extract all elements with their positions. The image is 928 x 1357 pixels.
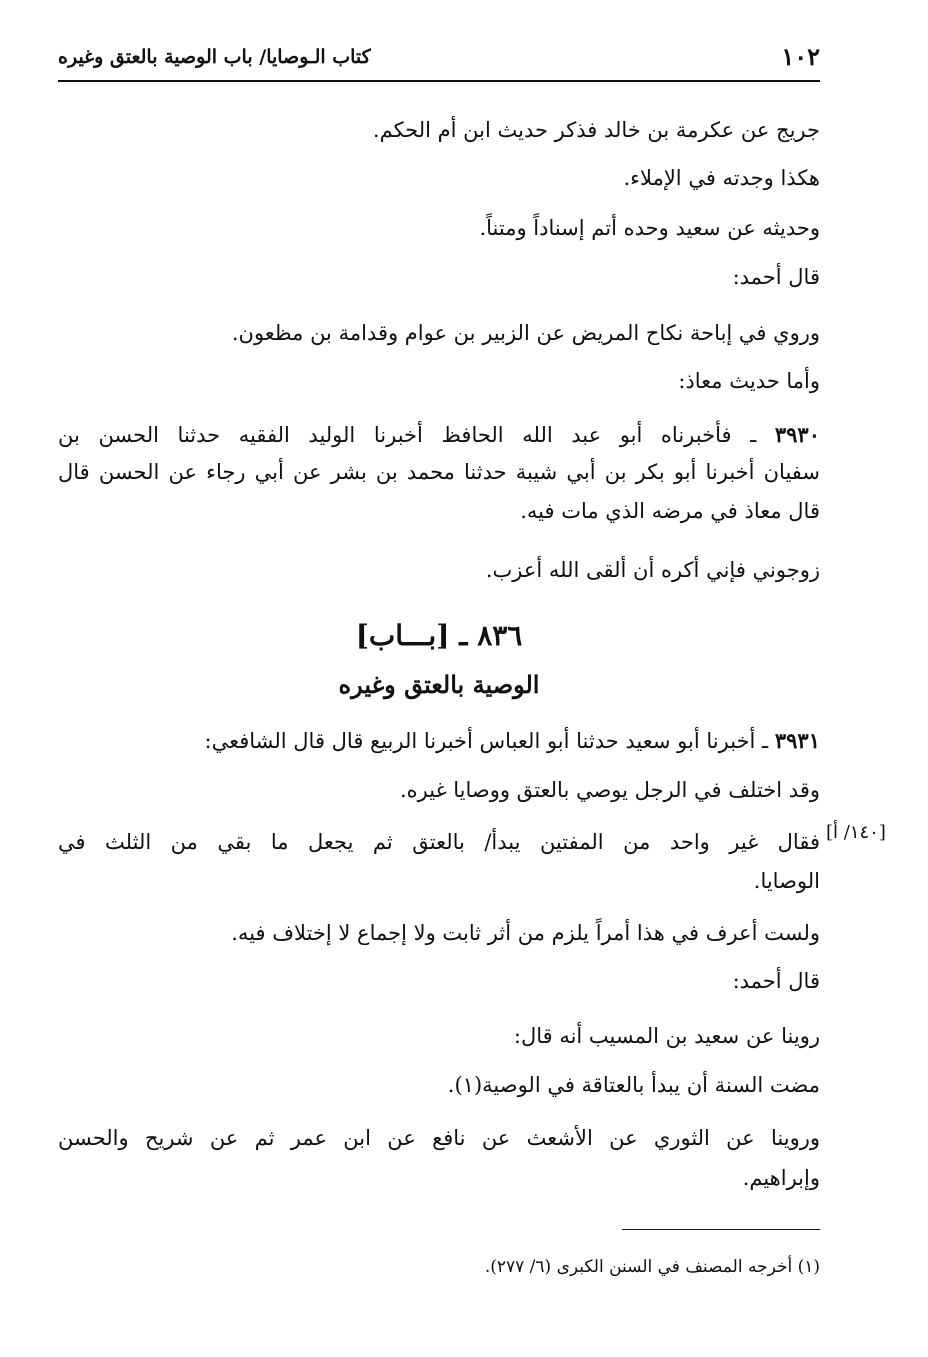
hadith-3930-line: قال معاذ في مرضه الذي مات فيه. (520, 499, 820, 523)
hadith-3930-line (58, 420, 820, 450)
text-line: وروينا عن الثوري عن الأشعث عن نافع عن ابن عمر ثم عن شريح والحسن (58, 1126, 820, 1150)
page-number: ١٠٢ (781, 42, 820, 71)
header-divider (58, 80, 820, 82)
text-line: زوجوني فإني أكره أن ألقى الله أعزب. (485, 558, 820, 582)
manuscript-folio-note: [١٤٠/ أ] (826, 822, 886, 843)
text-line: جريج عن عكرمة بن خالد فذكر حديث ابن أم الحكم. (372, 118, 820, 142)
running-title: كتاب الـوصايا/ باب الوصية بالعتق وغيره (58, 46, 371, 68)
text-line: ولست أعرف في هذا أمراً يلزم من أثر ثابت ولا إجماع لا إختلاف فيه. (231, 921, 820, 945)
text-line: وإبراهيم. (742, 1166, 820, 1190)
text-line: الوصايا. (753, 869, 820, 893)
hadith-number: ٣٩٣١ (774, 728, 820, 753)
text-line: وأما حديث معاذ: (678, 369, 820, 393)
text-line: مضت السنة أن يبدأ بالعتاقة في الوصية(١). (447, 1073, 820, 1097)
text-line: وقد اختلف في الرجل يوصي بالعتق ووصايا غيره. (399, 778, 820, 802)
hadith-number: ٣٩٣٠ (774, 422, 820, 447)
hadith-3930-line: سفيان أخبرنا أبو بكر بن أبي شيبة حدثنا محمد بن بشر عن أبي رجاء عن الحسن قال (58, 460, 820, 484)
footnote-divider (622, 1229, 820, 1230)
text-line: هكذا وجدته في الإملاء. (623, 166, 820, 190)
hadith-3931-line (58, 726, 820, 756)
chapter-title: الوصية بالعتق وغيره (338, 670, 540, 699)
text-line: روينا عن سعيد بن المسيب أنه قال: (513, 1024, 820, 1048)
page-header (58, 36, 820, 76)
text-line: وحديثه عن سعيد وحده أتم إسناداً ومتناً. (479, 216, 820, 240)
chapter-heading: ٨٣٦ ـ [بـــاب] (355, 619, 523, 652)
text-line: قال أحمد: (732, 969, 820, 993)
text-line: فقال غير واحد من المفتين يبدأ/ بالعتق ثم يجعل ما بقي من الثلث في (58, 830, 820, 854)
hadith-text: ـ فأخبرناه أبو عبد الله الحافظ أخبرنا الوليد الفقيه حدثنا الحسن بن (58, 423, 775, 447)
footnote: (١) أخرجه المصنف في السنن الكبرى (٦/ ٢٧٧). (484, 1257, 820, 1277)
text-line: وروي في إباحة نكاح المريض عن الزبير بن عوام وقدامة بن مظعون. (231, 321, 820, 345)
hadith-text: ـ أخبرنا أبو سعيد حدثنا أبو العباس أخبرنا الربيع قال قال الشافعي: (204, 729, 775, 753)
text-line: قال أحمد: (732, 265, 820, 289)
